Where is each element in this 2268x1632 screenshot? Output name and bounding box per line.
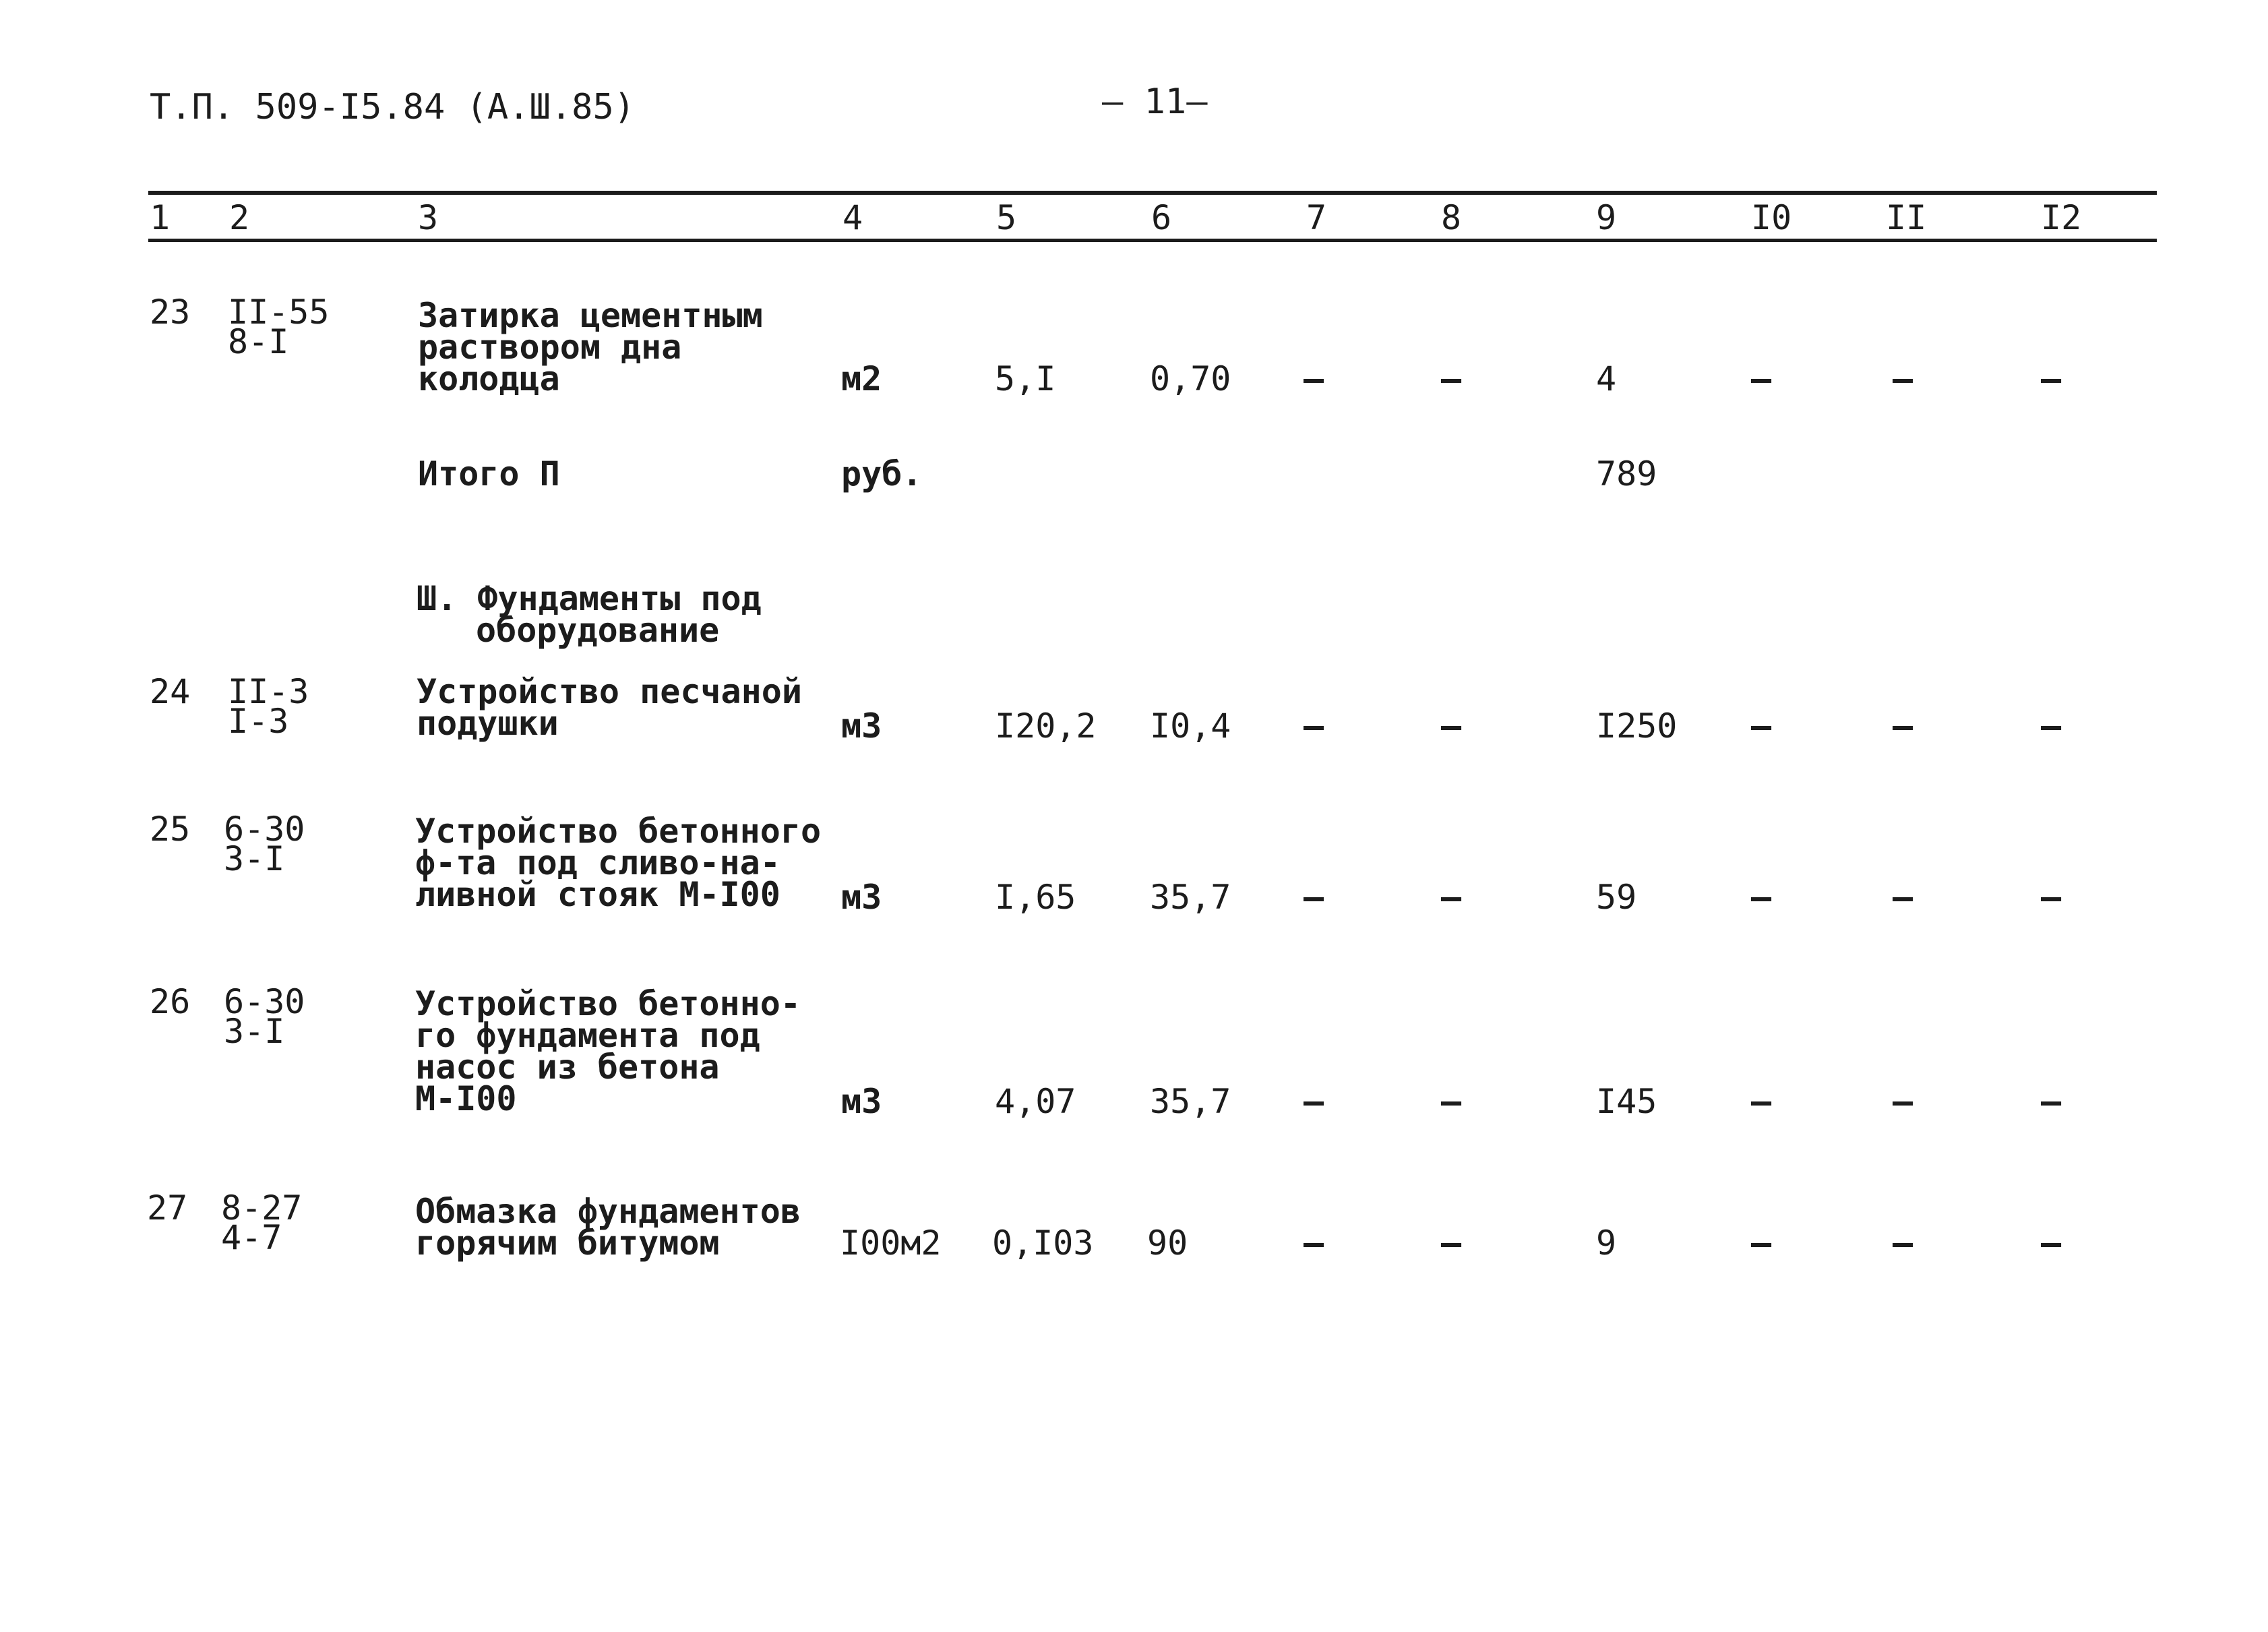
col7-value: –	[1304, 706, 1324, 746]
work-description-line3: колодца	[418, 359, 560, 398]
total-cost: 59	[1596, 878, 1637, 917]
rate-code-line1: II-55	[228, 293, 330, 332]
col7-value: –	[1304, 1082, 1324, 1121]
subtotal-value: 789	[1596, 454, 1657, 493]
work-description-line2: го фундамента под	[415, 1016, 760, 1055]
quantity: I20,2	[995, 706, 1097, 746]
work-description-line3: насос из бетона	[415, 1048, 720, 1087]
col7-value: –	[1304, 1223, 1324, 1263]
unit-cost: 90	[1147, 1223, 1188, 1263]
col-header-11: II	[1886, 198, 1927, 237]
rate-code-line2: 8-I	[228, 322, 289, 361]
rate-code-line1: 8-27	[221, 1188, 303, 1228]
header-bottom-rule	[148, 239, 2157, 242]
rate-code-line2: 4-7	[221, 1218, 282, 1257]
col-header-9: 9	[1596, 198, 1617, 237]
col-header-1: 1	[150, 198, 171, 237]
col-header-10: I0	[1751, 198, 1792, 237]
col10-value: –	[1751, 878, 1772, 917]
work-description-line1: Затирка цементным	[418, 296, 763, 335]
col11-value: –	[1893, 1223, 1913, 1263]
work-description-line1: Обмазка фундаментов	[415, 1192, 801, 1231]
col-header-5: 5	[996, 198, 1017, 237]
unit: м3	[841, 706, 882, 746]
row-number: 27	[147, 1188, 188, 1228]
unit-cost: 0,70	[1150, 359, 1231, 398]
col-header-6: 6	[1151, 198, 1172, 237]
col10-value: –	[1751, 1223, 1772, 1263]
unit: м2	[841, 359, 882, 398]
row-number: 23	[150, 293, 191, 332]
total-cost: I250	[1596, 706, 1678, 746]
col-header-2: 2	[229, 198, 250, 237]
col12-value: –	[2041, 706, 2062, 746]
document-code: Т.П. 509-I5.84 (А.Ш.85)	[150, 87, 636, 127]
unit-cost: 35,7	[1150, 1082, 1231, 1121]
col12-value: –	[2041, 359, 2062, 398]
work-description-line1: Устройство песчаной	[417, 672, 802, 711]
page-number: — 11—	[1102, 82, 1208, 122]
col12-value: –	[2041, 1223, 2062, 1263]
col11-value: –	[1893, 1082, 1913, 1121]
col8-value: –	[1441, 359, 1462, 398]
total-cost: 4	[1596, 359, 1617, 398]
col11-value: –	[1893, 878, 1913, 917]
col10-value: –	[1751, 706, 1772, 746]
col8-value: –	[1441, 878, 1462, 917]
col8-value: –	[1441, 706, 1462, 746]
work-description-line4: М-I00	[415, 1079, 517, 1118]
total-cost: I45	[1596, 1082, 1657, 1121]
col-header-4: 4	[842, 198, 863, 237]
work-description-line1: Устройство бетонного	[415, 812, 822, 851]
total-cost: 9	[1596, 1223, 1617, 1263]
unit-cost: I0,4	[1150, 706, 1231, 746]
header-top-rule	[148, 191, 2157, 195]
rate-code-line2: I-3	[228, 702, 289, 741]
col8-value: –	[1441, 1223, 1462, 1263]
rate-code-line2: 3-I	[224, 1012, 285, 1051]
unit: м3	[841, 878, 882, 917]
col10-value: –	[1751, 359, 1772, 398]
col11-value: –	[1893, 706, 1913, 746]
col8-value: –	[1441, 1082, 1462, 1121]
quantity: 5,I	[995, 359, 1056, 398]
col7-value: –	[1304, 359, 1324, 398]
work-description-line3: ливной стояк М-I00	[415, 875, 780, 914]
col7-value: –	[1304, 878, 1324, 917]
subtotal-unit: руб.	[841, 454, 923, 493]
col-header-7: 7	[1306, 198, 1327, 237]
col12-value: –	[2041, 1082, 2062, 1121]
col11-value: –	[1893, 359, 1913, 398]
work-description-line2: ф-та под сливо-на-	[415, 843, 780, 882]
work-description-line2: подушки	[417, 704, 559, 743]
quantity: 0,I03	[992, 1223, 1094, 1263]
work-description-line2: раствором дна	[418, 328, 682, 367]
col12-value: –	[2041, 878, 2062, 917]
subtotal-label: Итого П	[418, 454, 560, 493]
col-header-8: 8	[1441, 198, 1462, 237]
rate-code-line2: 3-I	[224, 839, 285, 878]
work-description-line2: горячим битумом	[415, 1223, 720, 1263]
unit-cost: 35,7	[1150, 878, 1231, 917]
rate-code-line1: 6-30	[224, 982, 305, 1021]
section-title-line2: оборудование	[476, 611, 720, 650]
quantity: I,65	[995, 878, 1076, 917]
row-number: 24	[150, 672, 191, 711]
quantity: 4,07	[995, 1082, 1076, 1121]
work-description-line1: Устройство бетонно-	[415, 984, 801, 1023]
unit: I00м2	[840, 1223, 942, 1263]
row-number: 25	[150, 810, 191, 849]
col-header-3: 3	[418, 198, 439, 237]
section-title-line1: Ш. Фундаменты под	[417, 579, 762, 618]
row-number: 26	[150, 982, 191, 1021]
unit: м3	[841, 1082, 882, 1121]
col10-value: –	[1751, 1082, 1772, 1121]
rate-code-line1: II-3	[228, 672, 309, 711]
col-header-12: I2	[2041, 198, 2082, 237]
rate-code-line1: 6-30	[224, 810, 305, 849]
